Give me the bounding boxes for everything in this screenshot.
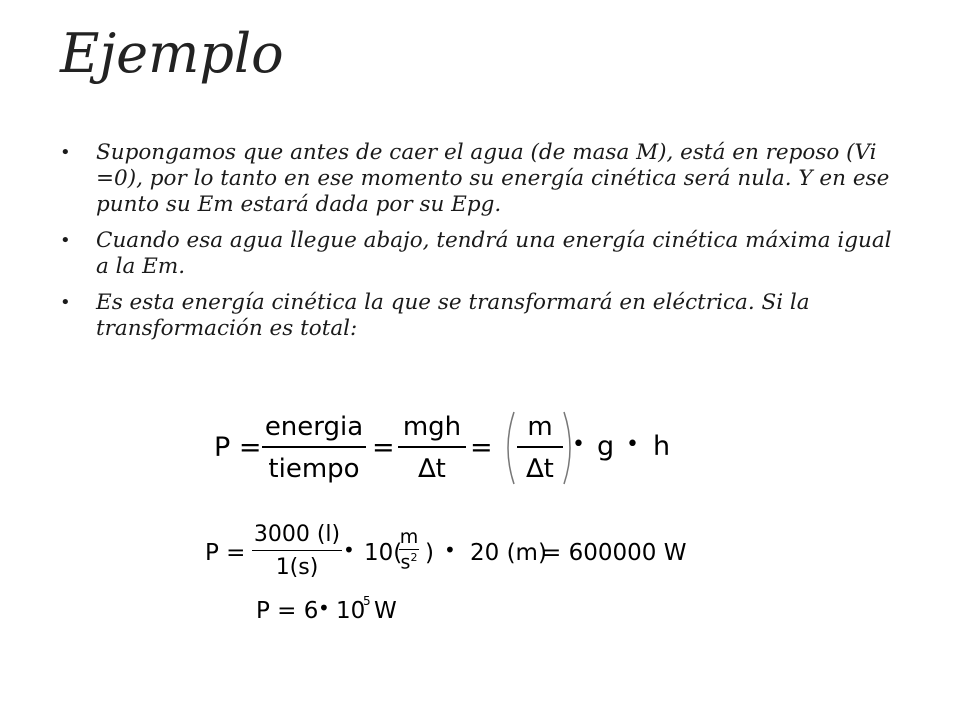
mgh-fraction bbox=[398, 412, 466, 484]
equals-sign: = bbox=[372, 432, 395, 463]
bullet-text: Supongamos que antes de caer el agua (de masa M), está en reposo (Vi =0), por lo tanto en ese momento su energía cinética será nula. Y en ese punto su Em estará dada por su Epg. bbox=[96, 140, 890, 217]
height-symbol: h bbox=[653, 431, 671, 462]
power-prefix: P = 6 bbox=[256, 598, 319, 624]
bullet-icon: • bbox=[60, 230, 71, 251]
list-item bbox=[58, 140, 908, 218]
multiply-dot-icon: • bbox=[343, 538, 355, 562]
formula-lhs: P = bbox=[214, 432, 262, 463]
power-result: = 600000 W bbox=[542, 540, 687, 566]
power-base: 10 bbox=[336, 598, 366, 624]
parentheses-icon bbox=[500, 408, 580, 488]
gravity-value: 10( bbox=[364, 540, 403, 566]
list-item bbox=[58, 228, 908, 280]
fraction-numerator: m bbox=[527, 412, 553, 442]
bullet-list bbox=[58, 140, 908, 352]
fraction-denominator: $s^2$ bbox=[400, 551, 418, 574]
list-item bbox=[58, 290, 908, 342]
bullet-text: Es esta energía cinética la que se transformará en eléctrica. Si la transformación es total: bbox=[96, 290, 810, 341]
bullet-icon: • bbox=[60, 142, 71, 163]
energy-time-fraction bbox=[262, 412, 366, 484]
gravity-symbol: g bbox=[597, 431, 615, 462]
formula-lhs: P = bbox=[205, 540, 246, 566]
fraction-numerator: mgh bbox=[402, 412, 462, 442]
power-exponent: 5 bbox=[363, 594, 371, 608]
multiply-dot-icon: • bbox=[444, 538, 456, 562]
fraction-numerator: m bbox=[399, 526, 419, 548]
multiply-dot-icon: • bbox=[626, 432, 639, 457]
m-over-dt-fraction bbox=[517, 412, 563, 484]
multiply-dot-icon: • bbox=[572, 432, 585, 457]
equals-sign: = bbox=[470, 432, 493, 463]
power-unit: W bbox=[374, 598, 397, 624]
fraction-denominator: ∆t bbox=[526, 454, 554, 484]
bullet-icon: • bbox=[60, 292, 71, 313]
height-value: 20 (m) bbox=[470, 540, 547, 566]
exponent: 2 bbox=[410, 551, 418, 564]
fraction-numerator: 3000 (l) bbox=[253, 522, 341, 547]
fraction-denominator: ∆t bbox=[418, 454, 446, 484]
bullet-text: Cuando esa agua llegue abajo, tendrá una energía cinética máxima igual a la Em. bbox=[96, 228, 892, 279]
fraction-denominator: tiempo bbox=[268, 454, 360, 484]
multiply-dot-icon: • bbox=[318, 596, 330, 620]
fraction-denominator: 1(s) bbox=[275, 555, 319, 580]
close-paren: ) bbox=[425, 540, 434, 566]
gravity-unit-fraction bbox=[399, 526, 419, 573]
fraction-numerator: energia bbox=[264, 412, 364, 442]
page-title: Ejemplo bbox=[60, 22, 284, 85]
flow-fraction bbox=[252, 522, 342, 580]
